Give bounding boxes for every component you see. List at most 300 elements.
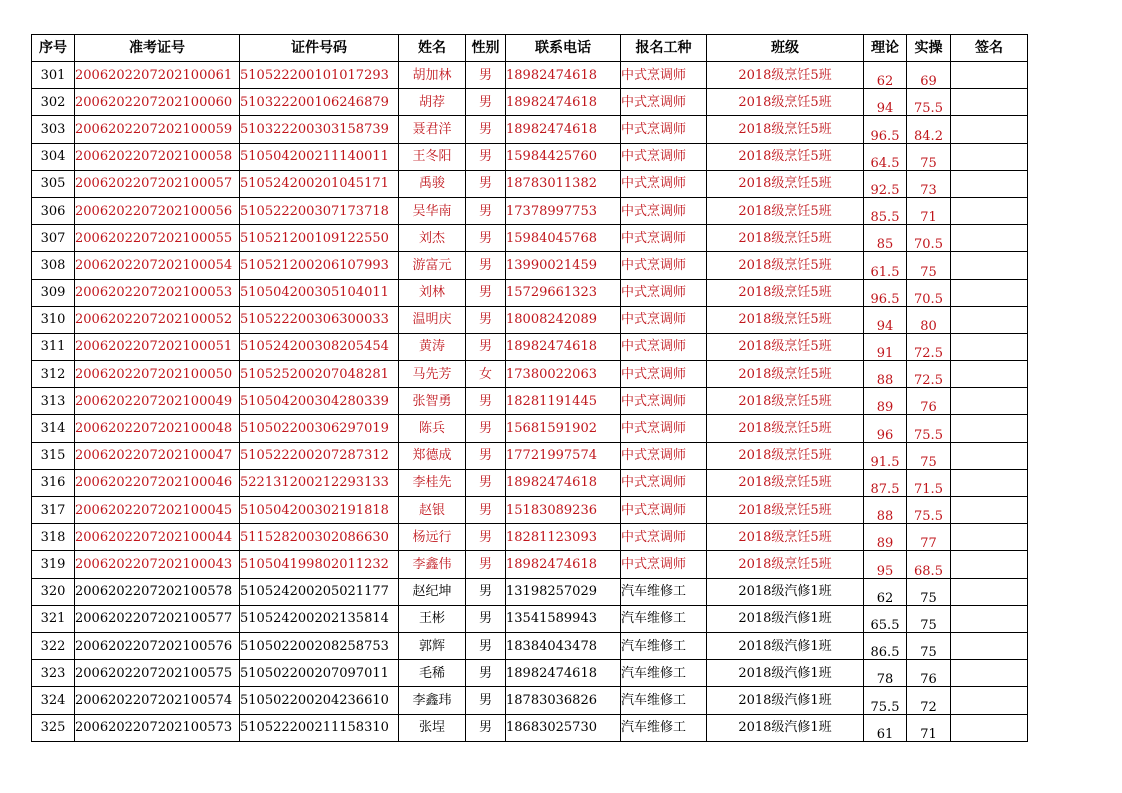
cell-exam-no: 2006202207202100058 (75, 143, 240, 170)
cell-class: 2018级烹饪5班 (707, 89, 864, 116)
cell-trade: 中式烹调师 (621, 333, 707, 360)
cell-exam-no: 2006202207202100054 (75, 252, 240, 279)
cell-id-no: 510524200202135814 (240, 605, 399, 632)
cell-phone: 18384043478 (506, 632, 621, 659)
cell-practice: 71.5 (907, 469, 951, 496)
cell-class: 2018级烹饪5班 (707, 252, 864, 279)
cell-practice: 69 (907, 62, 951, 89)
cell-gender: 男 (466, 143, 506, 170)
cell-trade: 中式烹调师 (621, 497, 707, 524)
cell-gender: 男 (466, 714, 506, 741)
cell-practice: 75 (907, 632, 951, 659)
cell-phone: 17721997574 (506, 442, 621, 469)
cell-id-no: 510502200306297019 (240, 415, 399, 442)
cell-gender: 男 (466, 306, 506, 333)
cell-seq: 305 (32, 170, 75, 197)
table-row (32, 714, 1028, 741)
cell-theory: 88 (864, 361, 907, 388)
cell-name: 游富元 (399, 252, 466, 279)
cell-id-no: 510522200207287312 (240, 442, 399, 469)
cell-name: 温明庆 (399, 306, 466, 333)
cell-seq: 316 (32, 469, 75, 496)
cell-trade: 中式烹调师 (621, 388, 707, 415)
cell-signature (951, 89, 1028, 116)
cell-signature (951, 524, 1028, 551)
cell-class: 2018级烹饪5班 (707, 225, 864, 252)
cell-signature (951, 333, 1028, 360)
cell-trade: 中式烹调师 (621, 225, 707, 252)
cell-class: 2018级汽修1班 (707, 660, 864, 687)
cell-gender: 男 (466, 62, 506, 89)
cell-gender: 男 (466, 252, 506, 279)
cell-signature (951, 551, 1028, 578)
cell-class: 2018级烹饪5班 (707, 361, 864, 388)
cell-trade: 中式烹调师 (621, 279, 707, 306)
cell-name: 黄涛 (399, 333, 466, 360)
cell-practice: 68.5 (907, 551, 951, 578)
cell-exam-no: 2006202207202100045 (75, 497, 240, 524)
cell-name: 王彬 (399, 605, 466, 632)
cell-exam-no: 2006202207202100049 (75, 388, 240, 415)
cell-gender: 男 (466, 578, 506, 605)
cell-practice: 71 (907, 714, 951, 741)
cell-signature (951, 225, 1028, 252)
cell-practice: 71 (907, 197, 951, 224)
cell-practice: 75 (907, 252, 951, 279)
cell-name: 吴华南 (399, 197, 466, 224)
cell-phone: 18008242089 (506, 306, 621, 333)
cell-practice: 72.5 (907, 361, 951, 388)
cell-class: 2018级烹饪5班 (707, 306, 864, 333)
cell-trade: 中式烹调师 (621, 469, 707, 496)
cell-gender: 男 (466, 442, 506, 469)
cell-class: 2018级烹饪5班 (707, 333, 864, 360)
cell-id-no: 510502200207097011 (240, 660, 399, 687)
cell-signature (951, 632, 1028, 659)
cell-phone: 13990021459 (506, 252, 621, 279)
cell-practice: 76 (907, 660, 951, 687)
cell-gender: 男 (466, 524, 506, 551)
cell-name: 张埕 (399, 714, 466, 741)
cell-theory: 75.5 (864, 687, 907, 714)
cell-phone: 15681591902 (506, 415, 621, 442)
cell-signature (951, 660, 1028, 687)
cell-practice: 76 (907, 388, 951, 415)
cell-gender: 男 (466, 225, 506, 252)
roster-table (31, 34, 1028, 742)
cell-exam-no: 2006202207202100055 (75, 225, 240, 252)
cell-name: 杨远行 (399, 524, 466, 551)
cell-id-no: 510522200306300033 (240, 306, 399, 333)
cell-signature (951, 197, 1028, 224)
cell-id-no: 510522200211158310 (240, 714, 399, 741)
cell-exam-no: 2006202207202100043 (75, 551, 240, 578)
cell-trade: 中式烹调师 (621, 143, 707, 170)
table-row (32, 442, 1028, 469)
cell-theory: 64.5 (864, 143, 907, 170)
cell-gender: 女 (466, 361, 506, 388)
cell-id-no: 510522200307173718 (240, 197, 399, 224)
cell-seq: 319 (32, 551, 75, 578)
cell-practice: 77 (907, 524, 951, 551)
cell-signature (951, 388, 1028, 415)
cell-trade: 汽车维修工 (621, 660, 707, 687)
table-row (32, 62, 1028, 89)
cell-exam-no: 2006202207202100046 (75, 469, 240, 496)
table-row (32, 279, 1028, 306)
cell-id-no: 510504200211140011 (240, 143, 399, 170)
cell-gender: 男 (466, 469, 506, 496)
cell-phone: 15984045768 (506, 225, 621, 252)
cell-practice: 70.5 (907, 225, 951, 252)
cell-theory: 62 (864, 578, 907, 605)
cell-theory: 65.5 (864, 605, 907, 632)
cell-class: 2018级烹饪5班 (707, 116, 864, 143)
cell-trade: 汽车维修工 (621, 632, 707, 659)
cell-phone: 15984425760 (506, 143, 621, 170)
cell-name: 王冬阳 (399, 143, 466, 170)
header-theory: 理论 (864, 35, 907, 62)
cell-theory: 89 (864, 524, 907, 551)
cell-class: 2018级烹饪5班 (707, 469, 864, 496)
cell-signature (951, 442, 1028, 469)
cell-theory: 85.5 (864, 197, 907, 224)
cell-practice: 75 (907, 143, 951, 170)
cell-exam-no: 2006202207202100575 (75, 660, 240, 687)
cell-name: 禹骏 (399, 170, 466, 197)
cell-seq: 313 (32, 388, 75, 415)
cell-practice: 84.2 (907, 116, 951, 143)
cell-id-no: 522131200212293133 (240, 469, 399, 496)
cell-class: 2018级烹饪5班 (707, 524, 864, 551)
cell-gender: 男 (466, 116, 506, 143)
cell-gender: 男 (466, 660, 506, 687)
header-gender: 性别 (466, 35, 506, 62)
cell-exam-no: 2006202207202100574 (75, 687, 240, 714)
cell-name: 李桂先 (399, 469, 466, 496)
cell-trade: 中式烹调师 (621, 252, 707, 279)
cell-name: 陈兵 (399, 415, 466, 442)
cell-phone: 17378997753 (506, 197, 621, 224)
cell-seq: 320 (32, 578, 75, 605)
cell-gender: 男 (466, 170, 506, 197)
cell-id-no: 510504200305104011 (240, 279, 399, 306)
cell-theory: 96 (864, 415, 907, 442)
cell-seq: 301 (32, 62, 75, 89)
cell-gender: 男 (466, 415, 506, 442)
cell-theory: 91 (864, 333, 907, 360)
cell-id-no: 510322200106246879 (240, 89, 399, 116)
cell-exam-no: 2006202207202100053 (75, 279, 240, 306)
cell-trade: 汽车维修工 (621, 578, 707, 605)
cell-trade: 中式烹调师 (621, 524, 707, 551)
cell-theory: 92.5 (864, 170, 907, 197)
table-row (32, 143, 1028, 170)
cell-signature (951, 605, 1028, 632)
cell-phone: 18683025730 (506, 714, 621, 741)
table-row (32, 388, 1028, 415)
cell-theory: 88 (864, 497, 907, 524)
header-name: 姓名 (399, 35, 466, 62)
cell-id-no: 511528200302086630 (240, 524, 399, 551)
cell-class: 2018级烹饪5班 (707, 415, 864, 442)
cell-signature (951, 497, 1028, 524)
cell-exam-no: 2006202207202100050 (75, 361, 240, 388)
cell-trade: 中式烹调师 (621, 306, 707, 333)
cell-theory: 61.5 (864, 252, 907, 279)
cell-phone: 18982474618 (506, 551, 621, 578)
table-row (32, 524, 1028, 551)
cell-name: 毛稀 (399, 660, 466, 687)
cell-name: 郑德成 (399, 442, 466, 469)
cell-name: 赵纪坤 (399, 578, 466, 605)
cell-trade: 中式烹调师 (621, 89, 707, 116)
cell-seq: 312 (32, 361, 75, 388)
cell-signature (951, 469, 1028, 496)
cell-phone: 18982474618 (506, 116, 621, 143)
cell-gender: 男 (466, 197, 506, 224)
cell-id-no: 510502200208258753 (240, 632, 399, 659)
cell-trade: 汽车维修工 (621, 714, 707, 741)
cell-practice: 73 (907, 170, 951, 197)
table-row (32, 687, 1028, 714)
cell-gender: 男 (466, 333, 506, 360)
cell-gender: 男 (466, 605, 506, 632)
cell-name: 刘杰 (399, 225, 466, 252)
cell-theory: 96.5 (864, 279, 907, 306)
cell-class: 2018级烹饪5班 (707, 170, 864, 197)
table-row (32, 170, 1028, 197)
cell-practice: 75.5 (907, 497, 951, 524)
cell-class: 2018级汽修1班 (707, 578, 864, 605)
cell-theory: 62 (864, 62, 907, 89)
cell-theory: 78 (864, 660, 907, 687)
cell-phone: 18982474618 (506, 62, 621, 89)
cell-trade: 中式烹调师 (621, 197, 707, 224)
table-row (32, 197, 1028, 224)
header-exam-no: 准考证号 (75, 35, 240, 62)
cell-seq: 317 (32, 497, 75, 524)
cell-name: 张智勇 (399, 388, 466, 415)
header-id-no: 证件号码 (240, 35, 399, 62)
table-row (32, 551, 1028, 578)
cell-phone: 18982474618 (506, 660, 621, 687)
table-row (32, 333, 1028, 360)
cell-name: 马先芳 (399, 361, 466, 388)
cell-theory: 91.5 (864, 442, 907, 469)
cell-phone: 13541589943 (506, 605, 621, 632)
cell-seq: 311 (32, 333, 75, 360)
cell-seq: 315 (32, 442, 75, 469)
cell-trade: 汽车维修工 (621, 687, 707, 714)
cell-trade: 汽车维修工 (621, 605, 707, 632)
cell-gender: 男 (466, 687, 506, 714)
cell-exam-no: 2006202207202100047 (75, 442, 240, 469)
table-row (32, 632, 1028, 659)
cell-seq: 318 (32, 524, 75, 551)
table-row (32, 605, 1028, 632)
cell-class: 2018级汽修1班 (707, 687, 864, 714)
table-row (32, 469, 1028, 496)
cell-phone: 18783011382 (506, 170, 621, 197)
cell-name: 胡荐 (399, 89, 466, 116)
cell-practice: 72.5 (907, 333, 951, 360)
cell-practice: 75.5 (907, 415, 951, 442)
cell-exam-no: 2006202207202100044 (75, 524, 240, 551)
cell-gender: 男 (466, 279, 506, 306)
cell-gender: 男 (466, 388, 506, 415)
cell-id-no: 510524200205021177 (240, 578, 399, 605)
header-class: 班级 (707, 35, 864, 62)
cell-phone: 18281123093 (506, 524, 621, 551)
cell-id-no: 510521200206107993 (240, 252, 399, 279)
cell-theory: 87.5 (864, 469, 907, 496)
cell-seq: 308 (32, 252, 75, 279)
cell-signature (951, 252, 1028, 279)
header-practice: 实操 (907, 35, 951, 62)
cell-trade: 中式烹调师 (621, 62, 707, 89)
cell-id-no: 510322200303158739 (240, 116, 399, 143)
table-row (32, 578, 1028, 605)
cell-exam-no: 2006202207202100576 (75, 632, 240, 659)
cell-exam-no: 2006202207202100573 (75, 714, 240, 741)
cell-exam-no: 2006202207202100578 (75, 578, 240, 605)
cell-class: 2018级烹饪5班 (707, 497, 864, 524)
table-row (32, 116, 1028, 143)
cell-trade: 中式烹调师 (621, 170, 707, 197)
cell-exam-no: 2006202207202100056 (75, 197, 240, 224)
cell-practice: 75 (907, 442, 951, 469)
cell-exam-no: 2006202207202100051 (75, 333, 240, 360)
cell-theory: 95 (864, 551, 907, 578)
cell-id-no: 510522200101017293 (240, 62, 399, 89)
cell-practice: 75 (907, 578, 951, 605)
cell-exam-no: 2006202207202100059 (75, 116, 240, 143)
cell-exam-no: 2006202207202100061 (75, 62, 240, 89)
cell-exam-no: 2006202207202100052 (75, 306, 240, 333)
cell-practice: 70.5 (907, 279, 951, 306)
cell-class: 2018级汽修1班 (707, 714, 864, 741)
cell-gender: 男 (466, 632, 506, 659)
table-row (32, 252, 1028, 279)
cell-gender: 男 (466, 89, 506, 116)
cell-name: 胡加林 (399, 62, 466, 89)
cell-theory: 61 (864, 714, 907, 741)
cell-phone: 15183089236 (506, 497, 621, 524)
cell-class: 2018级烹饪5班 (707, 442, 864, 469)
cell-id-no: 510504200304280339 (240, 388, 399, 415)
cell-practice: 75.5 (907, 89, 951, 116)
cell-id-no: 510521200109122550 (240, 225, 399, 252)
cell-seq: 325 (32, 714, 75, 741)
cell-practice: 80 (907, 306, 951, 333)
cell-seq: 322 (32, 632, 75, 659)
table-row (32, 660, 1028, 687)
table-row (32, 497, 1028, 524)
cell-phone: 15729661323 (506, 279, 621, 306)
cell-theory: 86.5 (864, 632, 907, 659)
cell-exam-no: 2006202207202100057 (75, 170, 240, 197)
cell-practice: 75 (907, 605, 951, 632)
cell-signature (951, 415, 1028, 442)
header-trade: 报名工种 (621, 35, 707, 62)
cell-name: 李鑫玮 (399, 687, 466, 714)
cell-exam-no: 2006202207202100060 (75, 89, 240, 116)
cell-trade: 中式烹调师 (621, 361, 707, 388)
cell-seq: 310 (32, 306, 75, 333)
cell-seq: 321 (32, 605, 75, 632)
cell-name: 刘林 (399, 279, 466, 306)
cell-signature (951, 306, 1028, 333)
cell-trade: 中式烹调师 (621, 116, 707, 143)
cell-phone: 18982474618 (506, 89, 621, 116)
cell-id-no: 510504199802011232 (240, 551, 399, 578)
cell-trade: 中式烹调师 (621, 442, 707, 469)
cell-theory: 94 (864, 306, 907, 333)
cell-name: 赵银 (399, 497, 466, 524)
cell-seq: 302 (32, 89, 75, 116)
cell-exam-no: 2006202207202100048 (75, 415, 240, 442)
cell-class: 2018级烹饪5班 (707, 551, 864, 578)
cell-class: 2018级烹饪5班 (707, 62, 864, 89)
cell-gender: 男 (466, 497, 506, 524)
cell-phone: 18281191445 (506, 388, 621, 415)
cell-signature (951, 116, 1028, 143)
cell-class: 2018级烹饪5班 (707, 279, 864, 306)
header-row (32, 35, 1028, 62)
cell-class: 2018级烹饪5班 (707, 197, 864, 224)
cell-seq: 307 (32, 225, 75, 252)
cell-seq: 323 (32, 660, 75, 687)
cell-class: 2018级汽修1班 (707, 605, 864, 632)
cell-id-no: 510525200207048281 (240, 361, 399, 388)
header-signature: 签名 (951, 35, 1028, 62)
cell-theory: 94 (864, 89, 907, 116)
cell-class: 2018级烹饪5班 (707, 388, 864, 415)
cell-signature (951, 279, 1028, 306)
cell-id-no: 510502200204236610 (240, 687, 399, 714)
cell-signature (951, 361, 1028, 388)
cell-theory: 96.5 (864, 116, 907, 143)
cell-name: 聂君洋 (399, 116, 466, 143)
cell-practice: 72 (907, 687, 951, 714)
cell-signature (951, 62, 1028, 89)
cell-id-no: 510524200201045171 (240, 170, 399, 197)
table-row (32, 225, 1028, 252)
cell-phone: 17380022063 (506, 361, 621, 388)
cell-signature (951, 714, 1028, 741)
cell-signature (951, 687, 1028, 714)
cell-phone: 18982474618 (506, 469, 621, 496)
table-row (32, 89, 1028, 116)
cell-phone: 18783036826 (506, 687, 621, 714)
cell-class: 2018级汽修1班 (707, 632, 864, 659)
cell-gender: 男 (466, 551, 506, 578)
cell-name: 郭辉 (399, 632, 466, 659)
cell-seq: 324 (32, 687, 75, 714)
table-row (32, 415, 1028, 442)
cell-theory: 85 (864, 225, 907, 252)
cell-id-no: 510504200302191818 (240, 497, 399, 524)
header-seq: 序号 (32, 35, 75, 62)
cell-id-no: 510524200308205454 (240, 333, 399, 360)
table-row (32, 306, 1028, 333)
cell-seq: 314 (32, 415, 75, 442)
cell-theory: 89 (864, 388, 907, 415)
table-row (32, 361, 1028, 388)
cell-exam-no: 2006202207202100577 (75, 605, 240, 632)
cell-seq: 306 (32, 197, 75, 224)
